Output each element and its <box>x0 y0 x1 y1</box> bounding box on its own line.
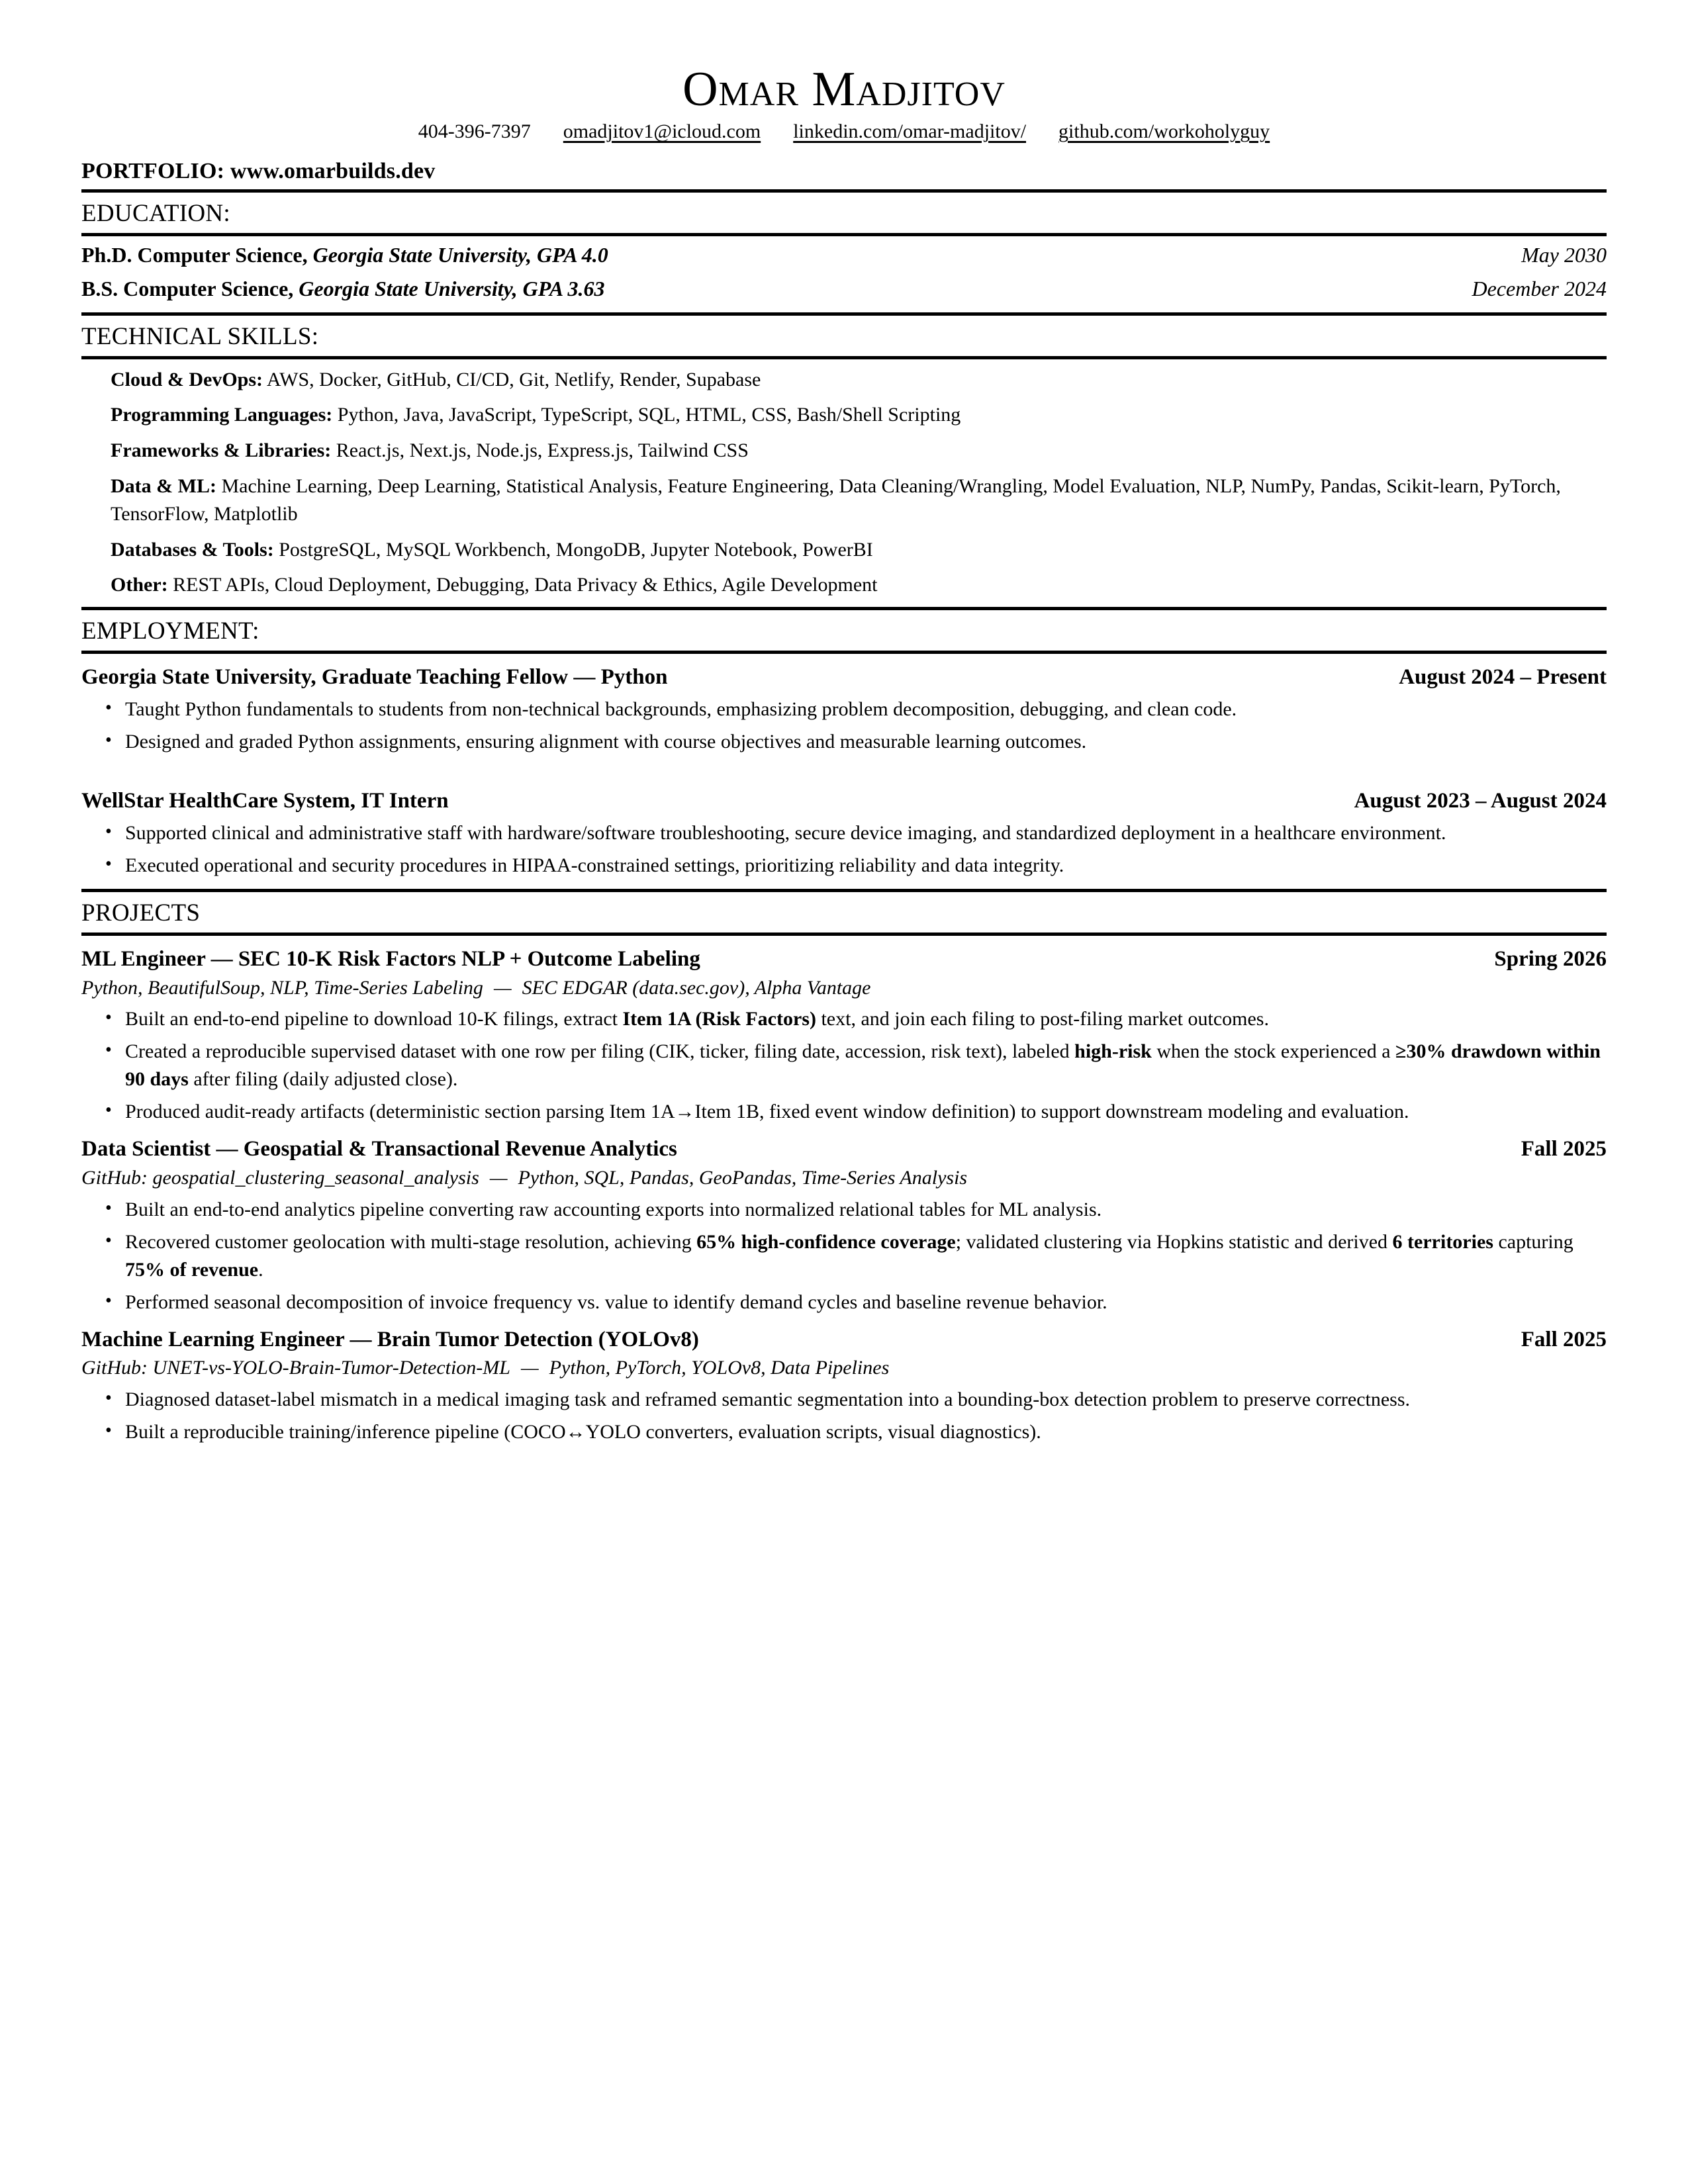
employment-bullets <box>81 696 1607 756</box>
project-entry-head <box>81 1326 1607 1354</box>
project-subtitle-right: Python, PyTorch, YOLOv8, Data Pipelines <box>549 1357 890 1379</box>
project-subtitle-left: GitHub: UNET-vs-YOLO-Brain-Tumor-Detection-ML <box>81 1357 510 1379</box>
education-degree-line <box>81 240 608 270</box>
portfolio-url[interactable]: www.omarbuilds.dev <box>230 158 436 183</box>
project-subtitle <box>81 1355 1607 1382</box>
section-heading-projects: PROJECTS <box>81 899 201 927</box>
skill-category: Other: <box>111 574 168 596</box>
employment-date: August 2024 – Present <box>1399 664 1607 689</box>
bullet-emphasis: ≥30% drawdown within 90 days <box>125 1040 1601 1091</box>
subtitle-dash: — <box>489 1167 508 1189</box>
project-bullets <box>81 1005 1607 1126</box>
education-entry <box>81 240 1607 270</box>
bullet-emphasis: 65% high-confidence coverage <box>696 1230 956 1253</box>
project-subtitle-right: Python, SQL, Pandas, GeoPandas, Time-Series Analysis <box>518 1167 968 1189</box>
project-entry <box>81 1326 1607 1446</box>
list-item: • Executed operational and security procedures in HIPAA-constrained settings, prioritizing reliability and data integrity. <box>81 852 1607 880</box>
project-title: Data Scientist — Geospatial & Transactional Revenue Analytics <box>81 1137 677 1161</box>
project-subtitle <box>81 975 1607 1002</box>
bullet-emphasis: high-risk <box>1074 1040 1152 1063</box>
bullet-text: Performed seasonal decomposition of invoice frequency vs. value to identify demand cycles and baseline revenue behavior. <box>125 1291 1107 1313</box>
skill-items: REST APIs, Cloud Deployment, Debugging, Data Privacy & Ethics, Agile Development <box>173 574 878 596</box>
employment-date: August 2023 – August 2024 <box>1354 788 1607 813</box>
section-divider <box>81 356 1607 359</box>
bullet-emphasis: Item 1A (Risk Factors) <box>622 1008 816 1030</box>
project-subtitle-right: SEC EDGAR (data.sec.gov), Alpha Vantage <box>522 976 871 999</box>
bullet-text: Produced audit-ready artifacts (deterministic section parsing Item 1A→Item 1B, fixed event window definition) to support downstream modeling and evaluation. <box>125 1101 1409 1123</box>
skill-category: Frameworks & Libraries: <box>111 439 332 461</box>
list-item <box>81 1098 1607 1126</box>
project-title: Machine Learning Engineer — Brain Tumor Detection (YOLOv8) <box>81 1327 699 1351</box>
education-school: Georgia State University, GPA 4.0 <box>312 242 608 267</box>
employment-entry-head <box>81 663 1607 692</box>
section-heading-skills: TECHNICAL SKILLS: <box>81 322 319 350</box>
linkedin-link[interactable]: linkedin.com/omar-madjitov/ <box>793 120 1027 143</box>
project-subtitle-left: GitHub: geospatial_clustering_seasonal_analysis <box>81 1167 479 1189</box>
skill-items: Machine Learning, Deep Learning, Statistical Analysis, Feature Engineering, Data Cleaning/Wrangling, Model Evaluation, NLP, NumPy, Pandas, Scikit-learn, PyTorch, TensorFlow, Matplotlib <box>111 475 1561 525</box>
github-link[interactable]: github.com/workoholyguy <box>1058 120 1270 143</box>
bullet-emphasis: 6 territories <box>1392 1230 1493 1253</box>
education-date: May 2030 <box>1521 242 1607 267</box>
list-item <box>81 1005 1607 1033</box>
employment-entry-head <box>81 787 1607 815</box>
education-entry <box>81 274 1607 304</box>
list-item <box>81 1038 1607 1093</box>
list-item <box>81 1386 1607 1414</box>
project-bullets <box>81 1196 1607 1316</box>
employment-title: WellStar HealthCare System, IT Intern <box>81 788 449 813</box>
list-item <box>81 1196 1607 1224</box>
bullet-text: Built an end-to-end pipeline to download 10-K filings, extract <box>125 1008 623 1030</box>
education-school: Georgia State University, GPA 3.63 <box>299 277 605 301</box>
section-divider <box>81 651 1607 654</box>
skill-row <box>81 401 1607 430</box>
bullet-text: ; validated clustering via Hopkins statistic and derived <box>955 1230 1393 1253</box>
phone-number: 404-396-7397 <box>418 120 531 143</box>
list-item <box>81 1228 1607 1284</box>
section-divider <box>81 889 1607 892</box>
page-title: Omar Madjitov <box>682 62 1006 116</box>
bullet-text: capturing <box>1493 1230 1573 1253</box>
education-degree: Ph.D. Computer Science, <box>81 242 308 267</box>
bullet-emphasis: 75% of revenue <box>125 1258 259 1281</box>
section-divider <box>81 233 1607 236</box>
employment-entry <box>81 787 1607 880</box>
skill-row <box>81 536 1607 565</box>
bullet-text: when the stock experienced a <box>1151 1040 1396 1063</box>
skill-row <box>81 366 1607 394</box>
skill-row <box>81 473 1607 529</box>
project-date: Spring 2026 <box>1494 946 1607 971</box>
bullet-text: Built an end-to-end analytics pipeline converting raw accounting exports into normalized relational tables for ML analysis. <box>125 1198 1102 1220</box>
employment-title: Georgia State University, Graduate Teaching Fellow — Python <box>81 664 668 689</box>
project-entry-head <box>81 1135 1607 1163</box>
skill-category: Programming Languages: <box>111 404 333 426</box>
skill-row <box>81 437 1607 465</box>
skill-items: AWS, Docker, GitHub, CI/CD, Git, Netlify, Render, Supabase <box>266 368 761 390</box>
project-title: ML Engineer — SEC 10-K Risk Factors NLP + Outcome Labeling <box>81 946 700 971</box>
project-bullets <box>81 1386 1607 1446</box>
project-subtitle-left: Python, BeautifulSoup, NLP, Time-Series Labeling <box>81 976 483 999</box>
spacer <box>81 760 1607 778</box>
skill-category: Databases & Tools: <box>111 538 274 561</box>
list-item <box>81 1289 1607 1316</box>
section-divider <box>81 607 1607 610</box>
project-date: Fall 2025 <box>1521 1327 1607 1351</box>
project-entry <box>81 1135 1607 1316</box>
skill-items: Python, Java, JavaScript, TypeScript, SQL, HTML, CSS, Bash/Shell Scripting <box>337 404 961 426</box>
education-degree: B.S. Computer Science, <box>81 277 294 301</box>
section-divider <box>81 312 1607 316</box>
email-link[interactable]: omadjitov1@icloud.com <box>563 120 761 143</box>
project-entry-head <box>81 945 1607 974</box>
skill-items: React.js, Next.js, Node.js, Express.js, Tailwind CSS <box>336 439 749 461</box>
bullet-text: . <box>258 1258 263 1281</box>
employment-bullets <box>81 819 1607 880</box>
skills-list <box>81 366 1607 600</box>
education-date: December 2024 <box>1472 277 1607 301</box>
project-entry <box>81 945 1607 1126</box>
section-divider <box>81 933 1607 936</box>
portfolio-label: PORTFOLIO: <box>81 158 225 183</box>
list-item <box>81 1418 1607 1446</box>
list-item: • Taught Python fundamentals to students from non-technical backgrounds, emphasizing problem decomposition, debugging, and clean code. <box>81 696 1607 723</box>
project-date: Fall 2025 <box>1521 1137 1607 1161</box>
list-item: • Designed and graded Python assignments, ensuring alignment with course objectives and measurable learning outcomes. <box>81 728 1607 756</box>
education-degree-line <box>81 274 604 304</box>
projects-list <box>81 945 1607 1446</box>
section-divider <box>81 189 1607 193</box>
bullet-text: after filing (daily adjusted close). <box>188 1068 458 1091</box>
bullet-text: text, and join each filing to post-filing market outcomes. <box>816 1008 1269 1030</box>
bullet-text: Created a reproducible supervised dataset with one row per filing (CIK, ticker, filing date, accession, risk text), labeled <box>125 1040 1075 1063</box>
skill-row <box>81 571 1607 600</box>
bullet-text: Built a reproducible training/inference pipeline (COCO↔YOLO converters, evaluation scripts, visual diagnostics). <box>125 1420 1041 1443</box>
section-heading-employment: EMPLOYMENT: <box>81 617 259 645</box>
contact-line <box>81 119 1607 144</box>
subtitle-dash: — <box>520 1357 539 1379</box>
section-heading-education: EDUCATION: <box>81 199 230 227</box>
subtitle-dash: — <box>493 976 512 999</box>
portfolio-line <box>81 159 1607 184</box>
skill-category: Cloud & DevOps: <box>111 368 263 390</box>
skill-items: PostgreSQL, MySQL Workbench, MongoDB, Jupyter Notebook, PowerBI <box>279 538 873 561</box>
list-item: • Supported clinical and administrative staff with hardware/software troubleshooting, secure device imaging, and standardized deployment in a healthcare environment. <box>81 819 1607 847</box>
bullet-text: Recovered customer geolocation with multi-stage resolution, achieving <box>125 1230 697 1253</box>
bullet-text: Diagnosed dataset-label mismatch in a medical imaging task and reframed semantic segmentation into a bounding-box detection problem to preserve correctness. <box>125 1388 1411 1410</box>
employment-entry <box>81 663 1607 756</box>
project-subtitle <box>81 1165 1607 1192</box>
skill-category: Data & ML: <box>111 475 216 497</box>
